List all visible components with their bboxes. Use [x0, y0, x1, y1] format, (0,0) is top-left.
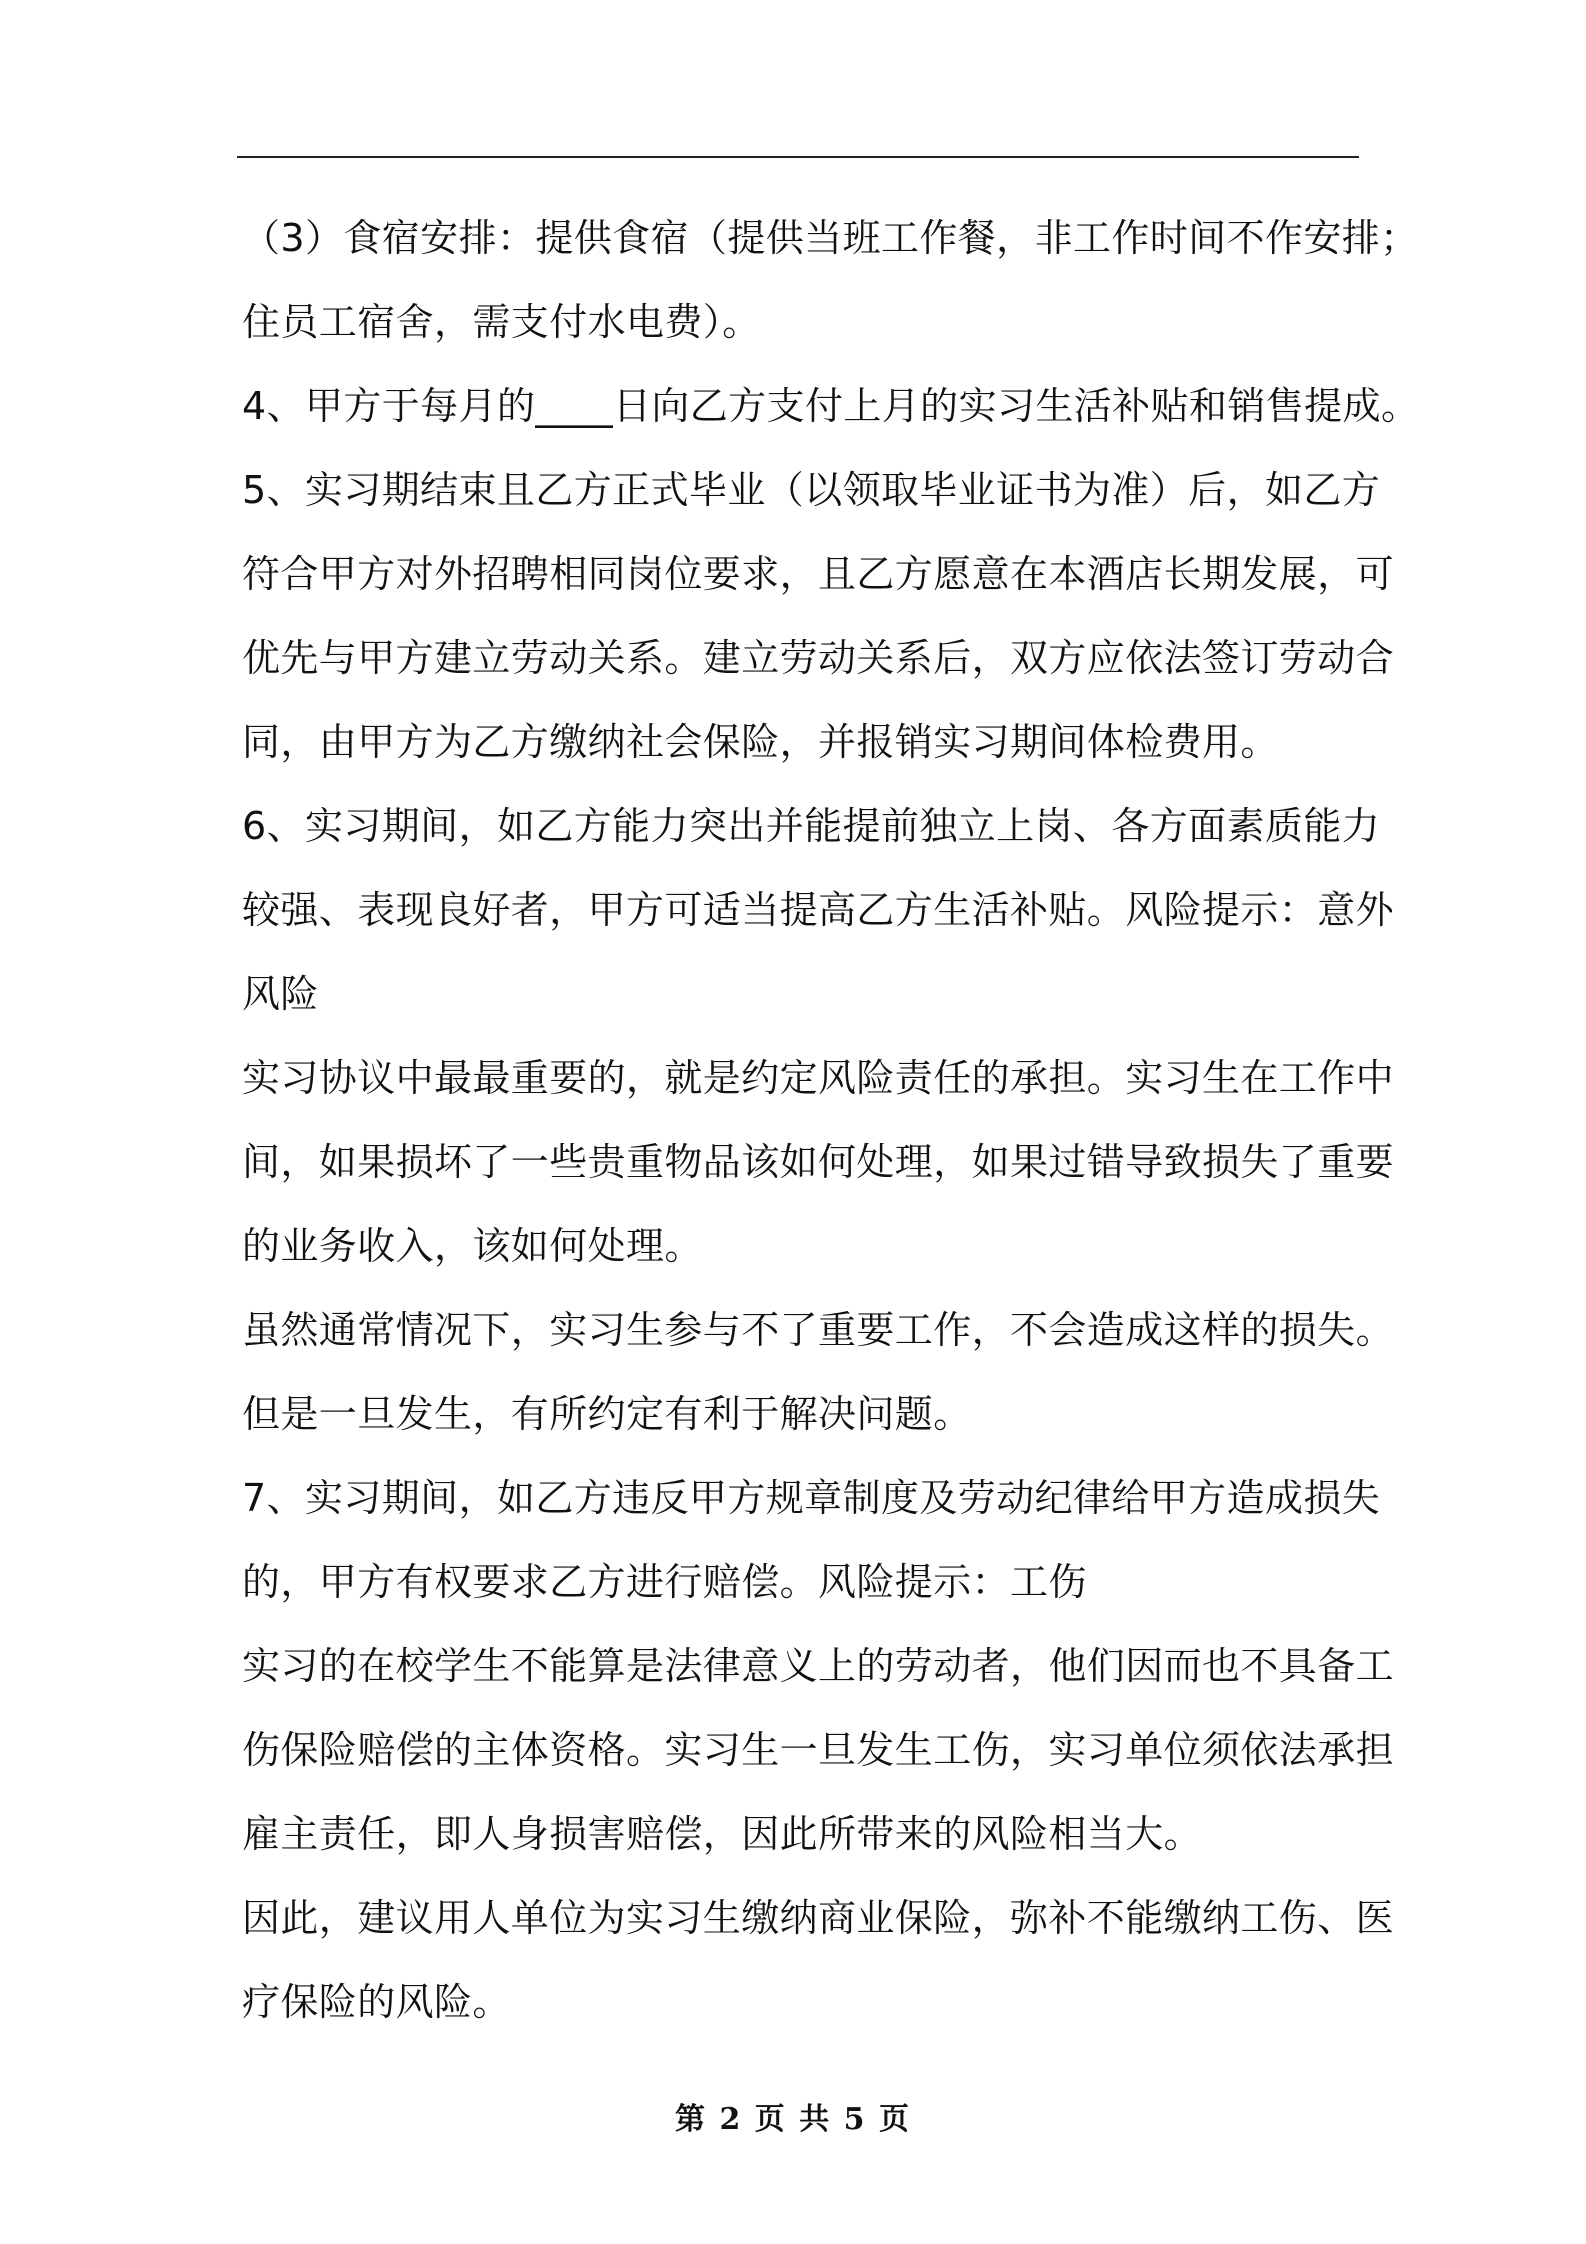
- text-line: 疗保险的风险。: [242, 1980, 511, 2024]
- text-line: 优先与甲方建立劳动关系。建立劳动关系后，双方应依法签订劳动合: [242, 636, 1395, 680]
- text-line: 伤保险赔偿的主体资格。实习生一旦发生工伤，实习单位须依法承担: [242, 1728, 1395, 1772]
- text-line: 6、实习期间，如乙方能力突出并能提前独立上岗、各方面素质能力: [242, 804, 1381, 848]
- text-line: 符合甲方对外招聘相同岗位要求，且乙方愿意在本酒店长期发展，可: [242, 552, 1395, 596]
- text-line: 虽然通常情况下，实习生参与不了重要工作，不会造成这样的损失。: [242, 1308, 1395, 1352]
- text-line: 但是一旦发生，有所约定有利于解决问题。: [242, 1392, 972, 1436]
- text-line: 风险: [242, 972, 319, 1016]
- text-line: 因此，建议用人单位为实习生缴纳商业保险，弥补不能缴纳工伤、医: [242, 1896, 1395, 1940]
- text-line: 间，如果损坏了一些贵重物品该如何处理，如果过错导致损失了重要: [242, 1140, 1395, 1184]
- text-line: 7、实习期间，如乙方违反甲方规章制度及劳动纪律给甲方造成损失: [242, 1476, 1381, 1520]
- document-body: [242, 196, 1420, 2044]
- text-line: （3）食宿安排：提供食宿（提供当班工作餐，非工作时间不作安排；: [242, 216, 1419, 260]
- text-line: 住员工宿舍，需支付水电费）。: [242, 300, 761, 344]
- text-line: 4、甲方于每月的____日向乙方支付上月的实习生活补贴和销售提成。: [242, 384, 1420, 428]
- text-line: 实习的在校学生不能算是法律意义上的劳动者，他们因而也不具备工: [242, 1644, 1395, 1688]
- text-line: 实习协议中最最重要的，就是约定风险责任的承担。实习生在工作中: [242, 1056, 1395, 1100]
- page-number-footer: 第 2 页 共 5 页: [675, 2102, 911, 2137]
- text-line: 同，由甲方为乙方缴纳社会保险，并报销实习期间体检费用。: [242, 720, 1279, 764]
- text-line: 的业务收入，该如何处理。: [242, 1224, 703, 1268]
- text-line: 较强、表现良好者，甲方可适当提高乙方生活补贴。风险提示：意外: [242, 888, 1395, 932]
- text-line: 的，甲方有权要求乙方进行赔偿。风险提示：工伤: [242, 1560, 1087, 1604]
- header-rule: [237, 156, 1359, 158]
- text-line: 雇主责任，即人身损害赔偿，因此所带来的风险相当大。: [242, 1812, 1203, 1856]
- text-line: 5、实习期结束且乙方正式毕业（以领取毕业证书为准）后，如乙方: [242, 468, 1381, 512]
